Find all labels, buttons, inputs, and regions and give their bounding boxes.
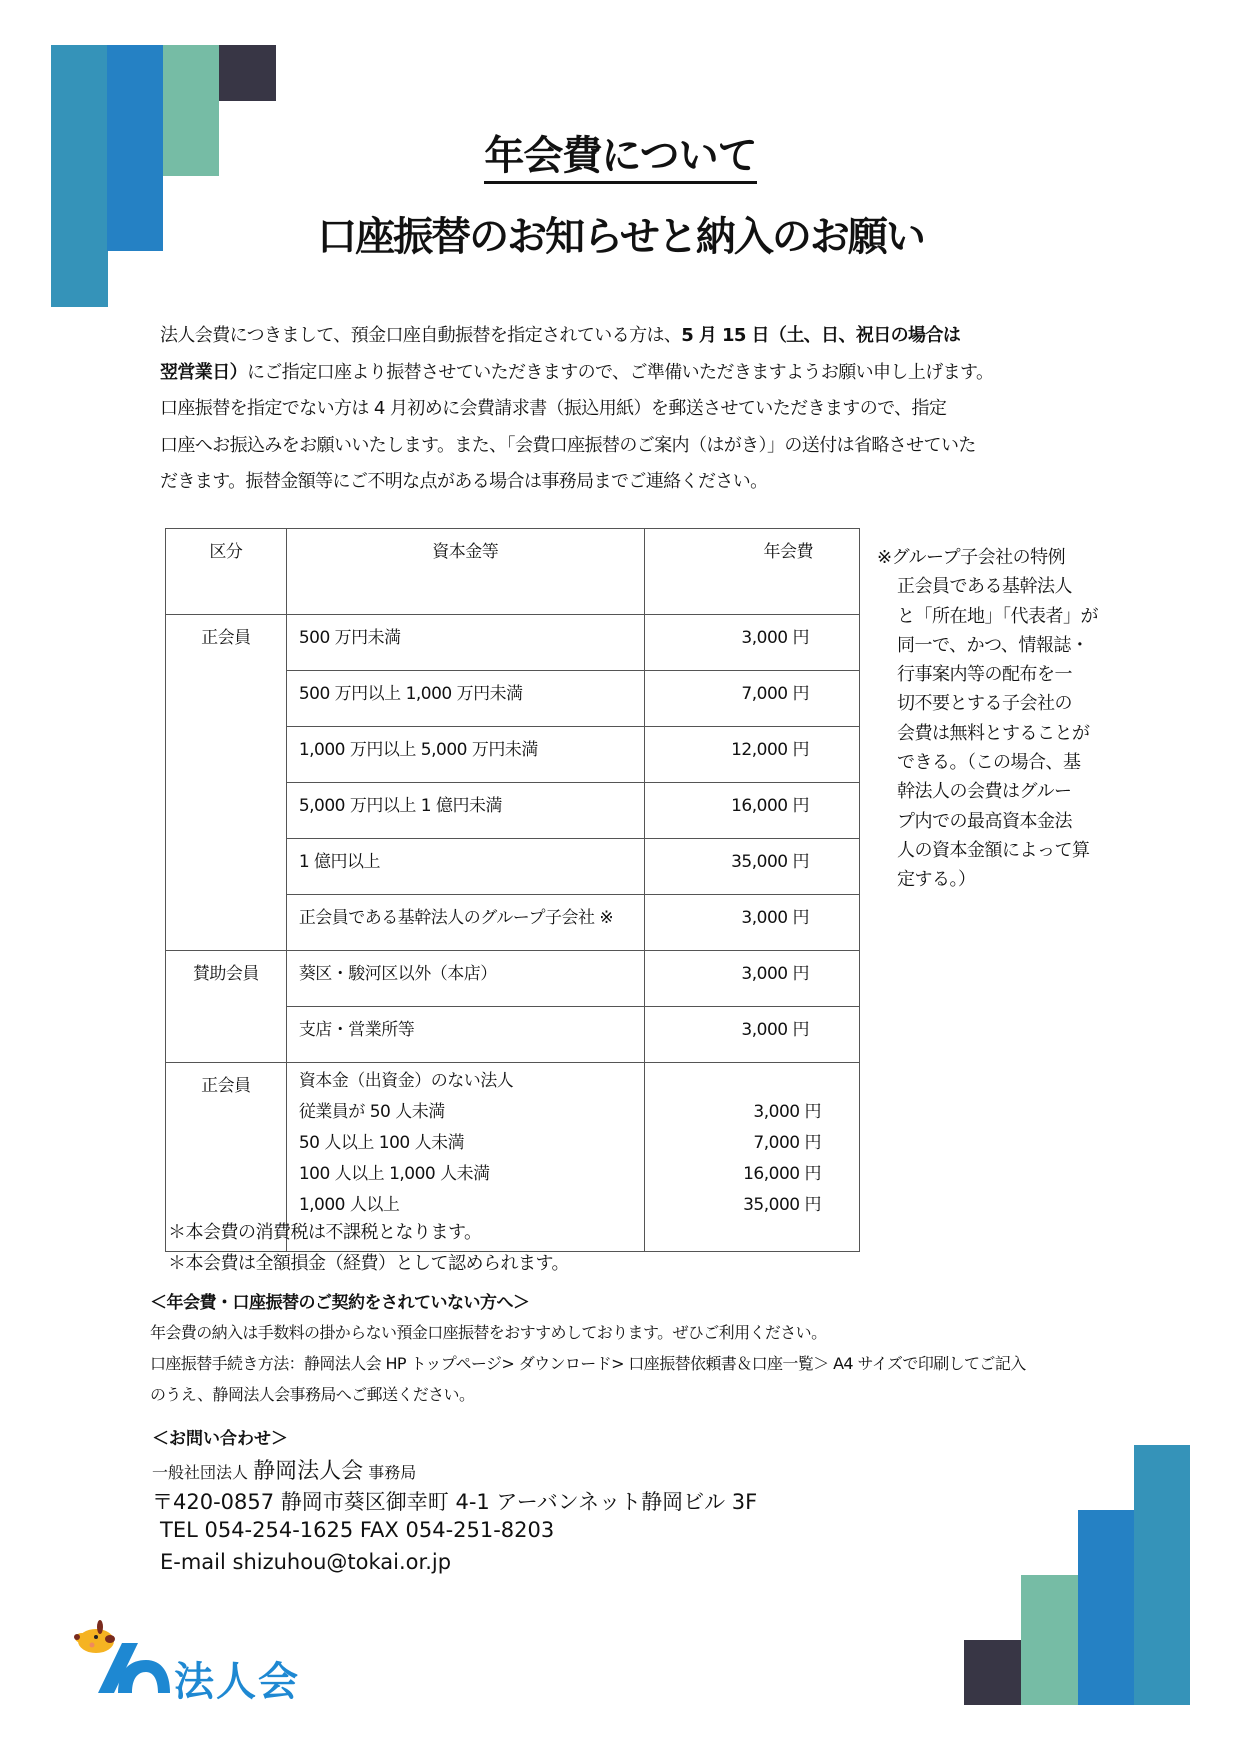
contact-email[interactable]: E-mail shizuhou@tokai.or.jp bbox=[160, 1550, 452, 1574]
intro-bold-2: 翌営業日） bbox=[160, 361, 247, 383]
capital-cell: 正会員である基幹法人のグループ子会社 ※ bbox=[286, 895, 644, 951]
capital-cell: 葵区・駿河区以外（本店） bbox=[286, 951, 644, 1007]
fee-line: 35,000 円 bbox=[743, 1195, 821, 1215]
org-name: 静岡法人会 bbox=[253, 1459, 364, 1484]
org-suffix: 事務局 bbox=[368, 1463, 417, 1482]
deco-block-teal-bottom bbox=[1134, 1445, 1190, 1705]
deco-block-blue-bottom bbox=[1078, 1510, 1134, 1705]
deco-block-dark-top bbox=[219, 45, 276, 101]
note-line: 人の資本金額によって算 bbox=[897, 839, 1090, 861]
category-cell: 正会員 bbox=[166, 615, 287, 951]
intro-date-bold: 5 月 15 日（土、日、祝日の場合は bbox=[681, 325, 961, 346]
fee-table bbox=[165, 528, 860, 1252]
contact-tel-fax: TEL 054-254-1625 FAX 054-251-8203 bbox=[160, 1518, 555, 1542]
fee-cell: 3,000 円 bbox=[644, 951, 859, 1007]
capital-cell: 500 万円以上 1,000 万円未満 bbox=[286, 671, 644, 727]
note-line: と「所在地」「代表者」が bbox=[897, 605, 1098, 627]
capital-cell: 1 億円以上 bbox=[286, 839, 644, 895]
note-line: 会費は無料とすることが bbox=[897, 722, 1090, 744]
capital-group-title: 資本金（出資金）のない法人 bbox=[298, 1071, 514, 1091]
table-row bbox=[166, 615, 860, 671]
fee-cell-multi bbox=[644, 1063, 859, 1252]
capital-line: 従業員が 50 人未満 bbox=[298, 1102, 445, 1122]
capital-cell: 支店・営業所等 bbox=[286, 1007, 644, 1063]
fee-cell: 3,000 円 bbox=[644, 895, 859, 951]
intro-line-1 bbox=[160, 318, 1080, 355]
no-contract-line-3: のうえ、静岡法人会事務局へご郵送ください。 bbox=[150, 1385, 475, 1404]
footnote-deductible: ＊本会費は全額損金（経費）として認められます。 bbox=[168, 1253, 570, 1274]
org-prefix: 一般社団法人 bbox=[152, 1463, 249, 1482]
note-line: 定する。） bbox=[897, 869, 976, 891]
note-line: プ内での最高資本金法 bbox=[897, 810, 1072, 832]
header-fee: 年会費 bbox=[644, 529, 859, 615]
fee-cell: 35,000 円 bbox=[644, 839, 859, 895]
deco-block-green-bottom bbox=[1021, 1575, 1078, 1705]
note-line: 切不要とする子会社の bbox=[897, 693, 1072, 715]
note-line: 行事案内等の配布を一 bbox=[897, 664, 1072, 686]
fee-blank bbox=[645, 1066, 821, 1097]
no-contract-line-2: 口座振替手続き方法：静岡法人会 HP トップページ> ダウンロード> 口座振替依頼書＆口座一覧＞ A4 サイズで印刷してご記入 bbox=[150, 1354, 1026, 1373]
note-line: 同一で、かつ、情報誌・ bbox=[897, 634, 1089, 656]
intro-line-4: 口座へお振込みをお願いいたします。また、「会費口座振替のご案内（はがき）」の送付は省略させていた bbox=[160, 434, 976, 456]
capital-cell: 5,000 万円以上 1 億円未満 bbox=[286, 783, 644, 839]
note-line: できる。（この場合、基 bbox=[897, 752, 1081, 774]
intro-paragraph bbox=[160, 318, 1080, 501]
fee-line: 16,000 円 bbox=[743, 1164, 821, 1184]
capital-cell: 500 万円未満 bbox=[286, 615, 644, 671]
logo-mark-icon bbox=[60, 1615, 180, 1705]
header-capital: 資本金等 bbox=[286, 529, 644, 615]
intro-line-3: 口座振替を指定でない方は 4 月初めに会費請求書（振込用紙）を郵送させていただきますので、指定 bbox=[160, 398, 947, 419]
intro-line-2 bbox=[160, 355, 1080, 392]
contact-org bbox=[152, 1454, 416, 1485]
logo-text: 法人会 bbox=[174, 1659, 300, 1705]
page-title-text: 年会費について bbox=[484, 133, 756, 184]
group-subsidiary-note bbox=[877, 543, 1117, 895]
fee-cell: 12,000 円 bbox=[644, 727, 859, 783]
category-cell: 正会員 bbox=[166, 1063, 287, 1252]
no-contract-heading: ＜年会費・口座振替のご契約をされていない方へ＞ bbox=[150, 1293, 530, 1313]
intro-line-5: だきます。振替金額等にご不明な点がある場合は事務局までご連絡ください。 bbox=[160, 471, 768, 492]
capital-line: 100 人以上 1,000 人未満 bbox=[298, 1164, 490, 1184]
page-subtitle: 口座振替のお知らせと納入のお願い bbox=[317, 214, 924, 260]
footnote-tax: ＊本会費の消費税は不課税となります。 bbox=[168, 1222, 482, 1243]
contact-heading: ＜お問い合わせ＞ bbox=[152, 1429, 288, 1449]
table-row bbox=[166, 951, 860, 1007]
deco-block-dark-bottom bbox=[964, 1640, 1021, 1705]
contact-address: 〒420-0857 静岡市葵区御幸町 4-1 アーバンネット静岡ビル 3F bbox=[152, 1490, 758, 1514]
fee-cell: 16,000 円 bbox=[644, 783, 859, 839]
fee-line: 3,000 円 bbox=[753, 1102, 821, 1122]
table-header-row bbox=[166, 529, 860, 615]
fee-cell: 3,000 円 bbox=[644, 1007, 859, 1063]
intro-text-1: 法人会費につきまして、預金口座自動振替を指定されている方は、 bbox=[160, 325, 682, 346]
page-title bbox=[0, 124, 1241, 181]
capital-cell: 1,000 万円以上 5,000 万円未満 bbox=[286, 727, 644, 783]
fee-line: 7,000 円 bbox=[753, 1133, 821, 1153]
note-line: 正会員である基幹法人 bbox=[897, 576, 1072, 598]
category-cell: 賛助会員 bbox=[166, 951, 287, 1063]
fee-cell: 3,000 円 bbox=[644, 615, 859, 671]
capital-line: 1,000 人以上 bbox=[298, 1195, 400, 1215]
capital-line: 50 人以上 100 人未満 bbox=[298, 1133, 465, 1153]
note-line: ※グループ子会社の特例 bbox=[877, 547, 1066, 568]
no-contract-line-1: 年会費の納入は手数料の掛からない預金口座振替をおすすめしております。ぜひご利用ください。 bbox=[150, 1323, 827, 1342]
note-line: 幹法人の会費はグルー bbox=[897, 781, 1072, 803]
header-category: 区分 bbox=[166, 529, 287, 615]
intro-text-2: にご指定口座より振替させていただきますので、ご準備いただきますようお願い申し上げます。 bbox=[247, 361, 994, 383]
fee-cell: 7,000 円 bbox=[644, 671, 859, 727]
